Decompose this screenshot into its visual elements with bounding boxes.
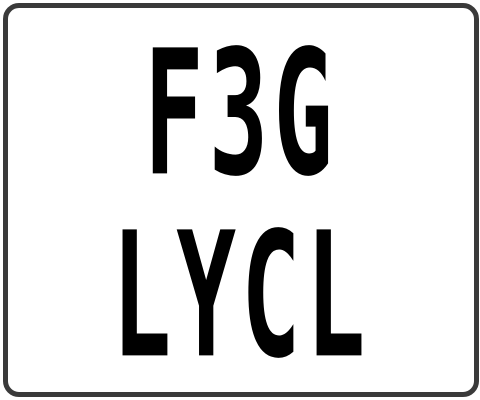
plate-line-2: LYCL [111, 194, 371, 397]
license-plate [3, 3, 479, 397]
plate-line-1: F3G [143, 12, 339, 215]
